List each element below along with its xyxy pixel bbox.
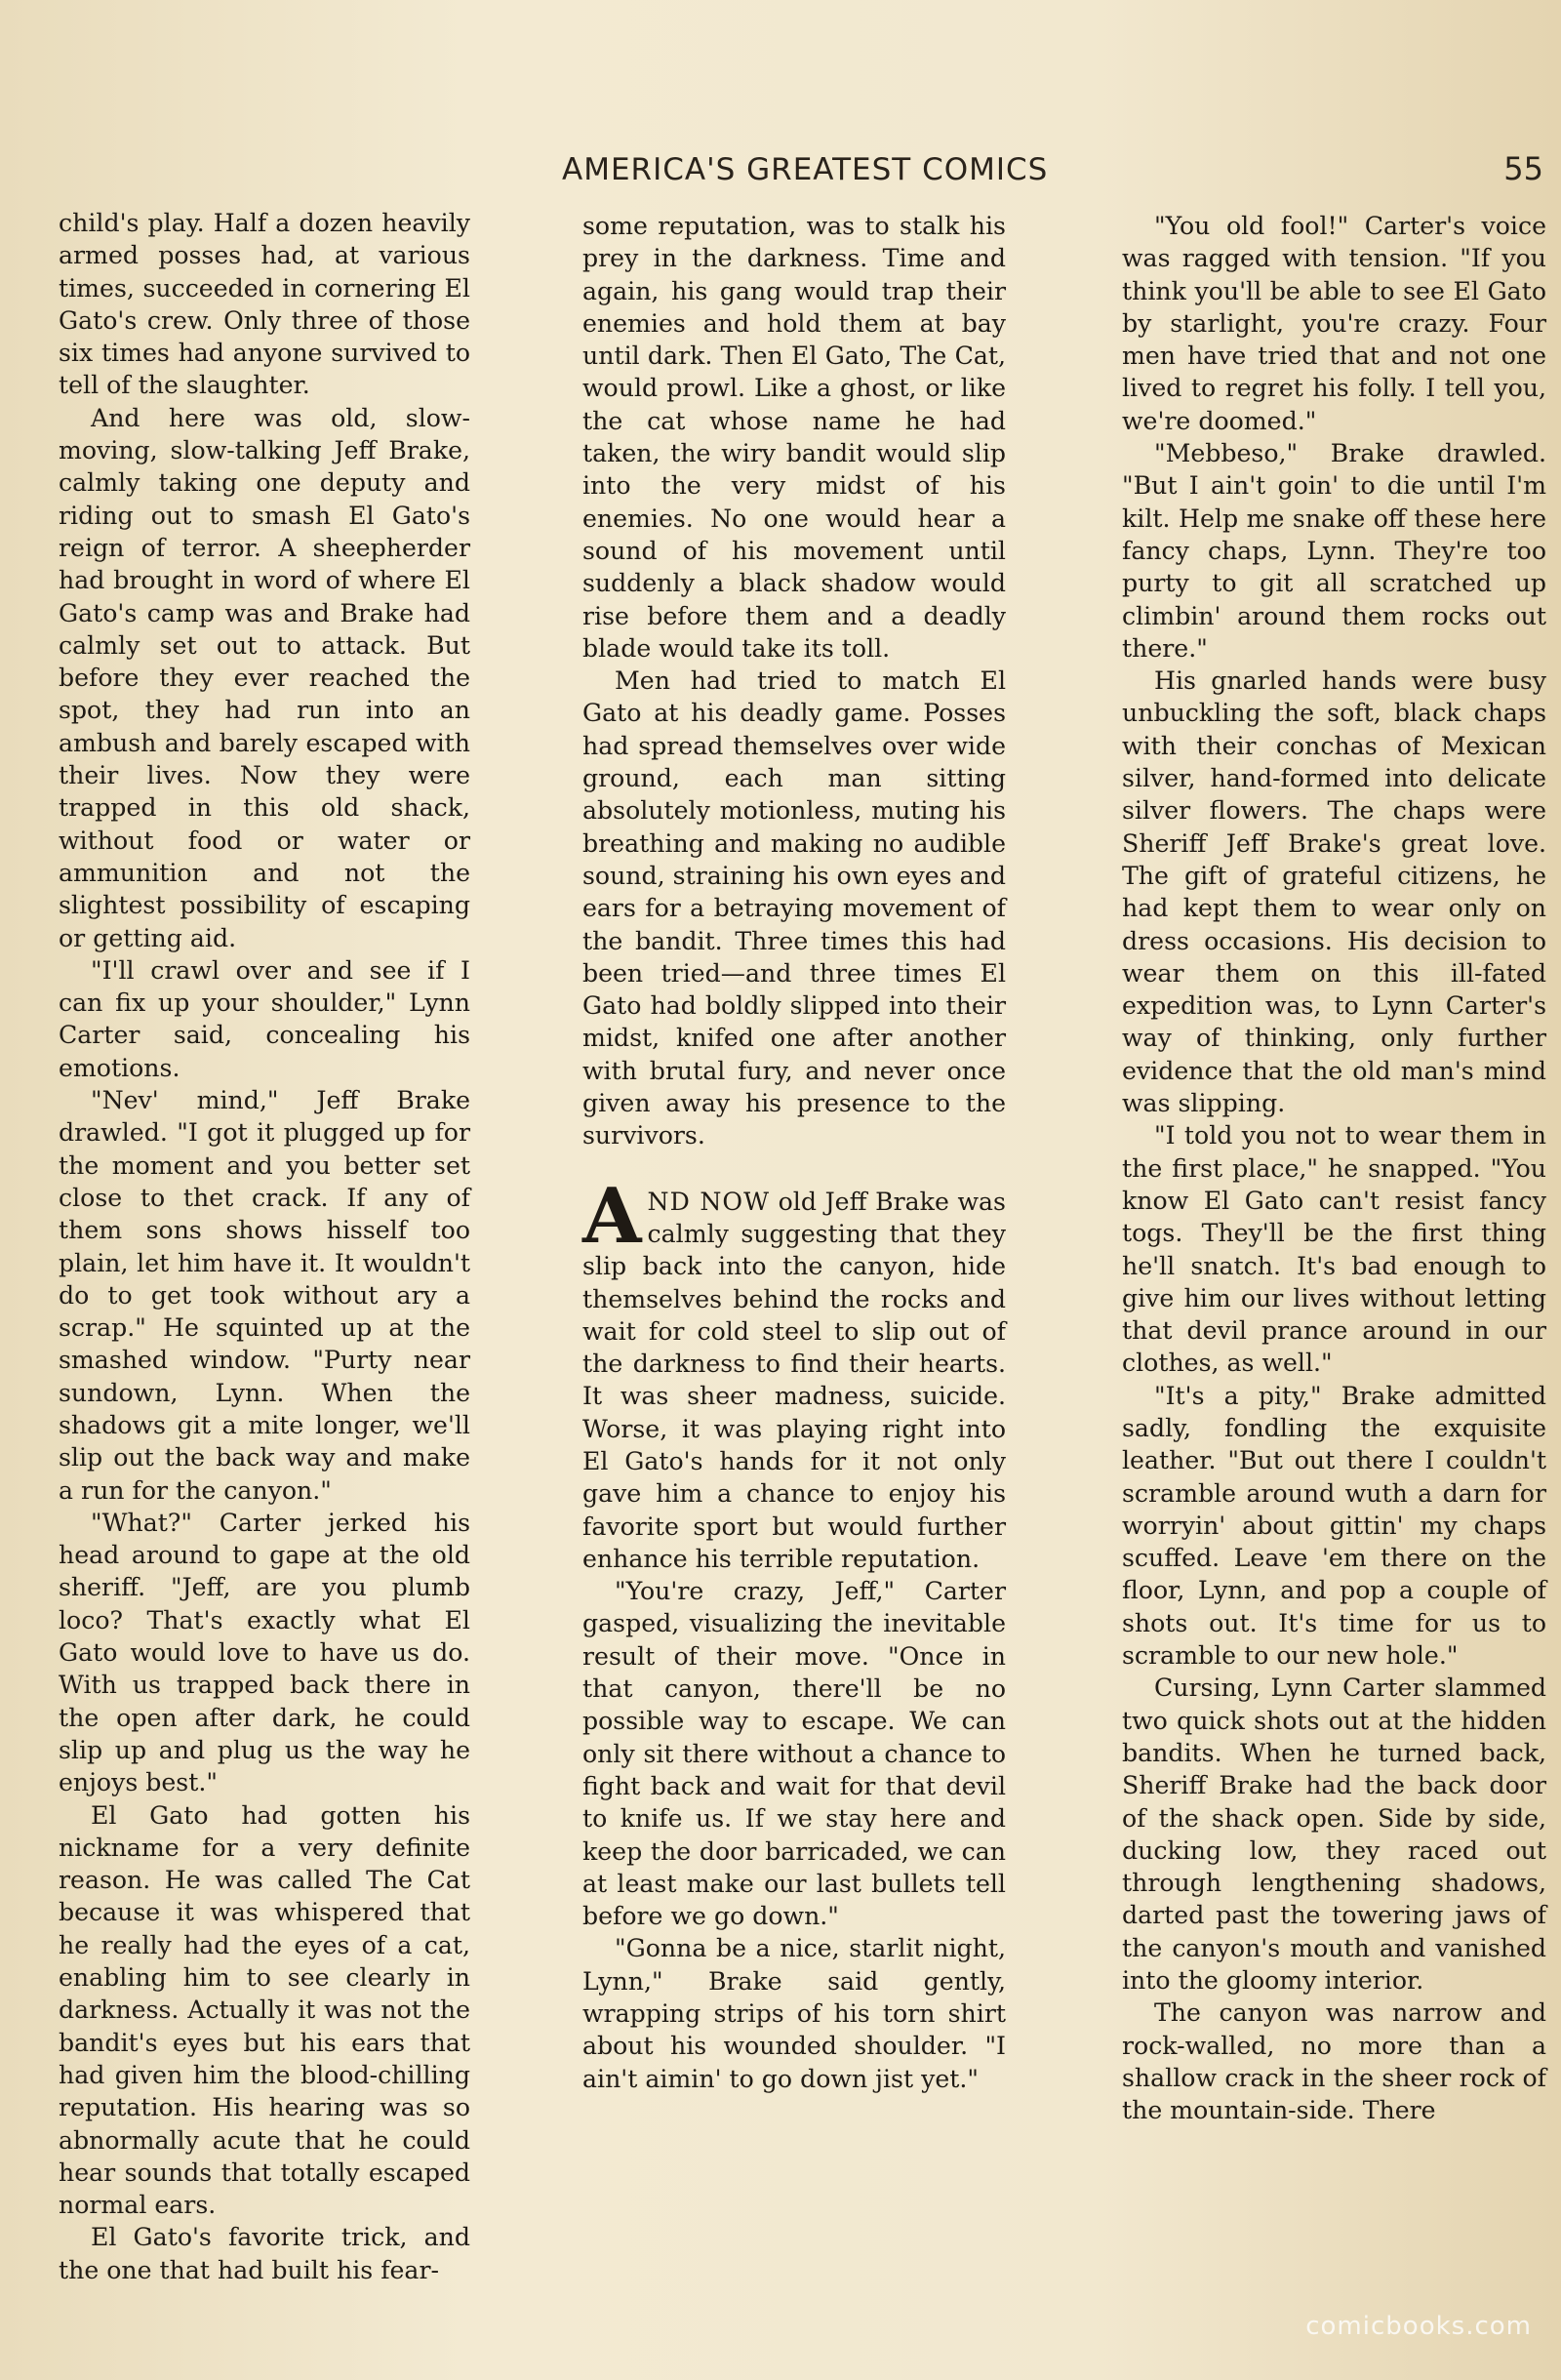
page-header [0, 146, 1561, 205]
paragraph: Men had tried to match El Gato at his deadly game. Posses had spread themselves over wide ground, each man sitting absolutely motionless, muting his breathing and making no audible sound, straining his own eyes and ears for a betraying movement of the bandit. Three times this had been tried—and three times El Gato had boldly slipped into their midst, knifed one after another with brutal fury, and never once given away his presence to the survivors. [582, 666, 1006, 1150]
paragraph: "Gonna be a nice, starlit night, Lynn," Brake said gently, wrapping strips of his torn shirt about his wounded shoulder. "I ain't aimin' to go down jist yet." [582, 1934, 1006, 2093]
drop-cap: A [582, 1171, 642, 1261]
watermark: comicbooks.com [1305, 2312, 1532, 2341]
paragraph: child's play. Half a dozen heavily armed posses had, at various times, succeeded in cornering El Gato's crew. Only three of those six times had anyone survived to tell of the slaughter. [59, 209, 470, 400]
text-column-1 [59, 207, 470, 2284]
text-column-3 [1122, 210, 1546, 2259]
paragraph: "What?" Carter jerked his head around to gape at the old sheriff. "Jeff, are you plumb loco? That's exactly what El Gato would love to have us do. With us trapped back there in the open after dark, he could slip up and plug us the way he enjoys best." [59, 1508, 470, 1797]
paragraph: "Mebbeso," Brake drawled. "But I ain't goin' to die until I'm kilt. Help me snake off these here fancy chaps, Lynn. They're too purty to git all scratched up climbin' around them rocks out there." [1122, 439, 1546, 663]
section-opening-paragraph [582, 1171, 1006, 1576]
paragraph: The canyon was narrow and rock-walled, no more than a shallow crack in the sheer rock of the mountain-side. There [1122, 1998, 1546, 2125]
page-number: 55 [1503, 150, 1543, 187]
paragraph: Cursing, Lynn Carter slammed two quick shots out at the hidden bandits. When he turned back, Sheriff Brake had the back door of the shack open. Side by side, ducking low, they raced out through lengthening shadows, darted past the towering jaws of the canyon's mouth and vanished into the gloomy interior. [1122, 1674, 1546, 1996]
paragraph: His gnarled hands were busy unbuckling the soft, black chaps with their conchas of Mexican silver, hand-formed into delicate silver flowers. The chaps were Sheriff Jeff Brake's great love. The gift of grateful citizens, he had kept them to wear only on dress occasions. His decision to wear them on this ill-fated expedition was, to Lynn Carter's way of thinking, only further evidence that the old man's mind was slipping. [1122, 666, 1546, 1118]
paragraph: "Nev' mind," Jeff Brake drawled. "I got it plugged up for the moment and you better set close to thet crack. If any of them sons shows hisself too plain, let him have it. It wouldn't do to get took without ary a scrap." He squinted up at the smashed window. "Purty near sundown, Lynn. When the shadows git a mite longer, we'll slip out the back way and make a run for the canyon." [59, 1086, 470, 1505]
paragraph: "I told you not to wear them in the first place," he snapped. "You know El Gato can't resist fancy togs. They'll be the first thing he'll snatch. It's bad enough to give him our lives without letting that devil prance around in our clothes, as well." [1122, 1121, 1546, 1378]
paragraph: El Gato's favorite trick, and the one that had built his fear- [59, 2223, 470, 2284]
paragraph: "It's a pity," Brake admitted sadly, fondling the exquisite leather. "But out there I couldn't scramble around wuth a darn for worryin' about gittin' my chaps scuffed. Leave 'em there on the floor, Lynn, and pop a couple of shots out. It's time for us to scramble to our new hole." [1122, 1381, 1546, 1671]
paragraph: "I'll crawl over and see if I can fix up your shoulder," Lynn Carter said, concealing his emotions. [59, 955, 470, 1082]
running-title: AMERICA'S GREATEST COMICS [562, 152, 1049, 187]
text-column-2 [582, 210, 1006, 2259]
paragraph: And here was old, slow-moving, slow-talking Jeff Brake, calmly taking one deputy and riding out to smash El Gato's reign of terror. A sheepherder had brought in word of where El Gato's camp was and Brake had calmly set out to attack. But before they ever reached the spot, they had run into an ambush and barely escaped with their lives. Now they were trapped in this old shack, without food or water or ammunition and not the slightest possibility of escaping or getting aid. [59, 403, 470, 952]
paragraph: "You're crazy, Jeff," Carter gasped, visualizing the inevitable result of their move. "Once in that canyon, there'll be no possible way to escape. We can only sit there without a chance to fight back and wait for that devil to knife us. If we stay here and keep the door barricaded, we can at least make our last bullets tell before we go down." [582, 1577, 1006, 1931]
paragraph: El Gato had gotten his nickname for a very definite reason. He was called The Cat because it was whispered that he really had the eyes of a cat, enabling him to see clearly in darkness. Actually it was not the bandit's eyes but his ears that had given him the blood-chilling reputation. His hearing was so abnormally acute that he could hear sounds that totally escaped normal ears. [59, 1800, 470, 2220]
lead-in-caps: ND NOW [647, 1187, 770, 1216]
paragraph-text: old Jeff Brake was calmly suggesting that they slip back into the canyon, hide themselves behind the rocks and wait for cold steel to slip out of the darkness to find their hearts. It was sheer madness, suicide. Worse, it was playing right into El Gato's hands for it not only gave him a chance to enjoy his favorite sport but would further enhance his terrible reputation. [582, 1187, 1006, 1573]
paragraph: some reputation, was to stalk his prey in the darkness. Time and again, his gang would trap their enemies and hold them at bay until dark. Then El Gato, The Cat, would prowl. Like a ghost, or like the cat whose name he had taken, the wiry bandit would slip into the very midst of his enemies. No one would hear a sound of his movement until suddenly a black shadow would rise before them and a deadly blade would take its toll. [582, 212, 1006, 663]
paragraph: "You old fool!" Carter's voice was ragged with tension. "If you think you'll be able to see El Gato by starlight, you're crazy. Four men have tried that and not one lived to regret his folly. I tell you, we're doomed." [1122, 212, 1546, 435]
